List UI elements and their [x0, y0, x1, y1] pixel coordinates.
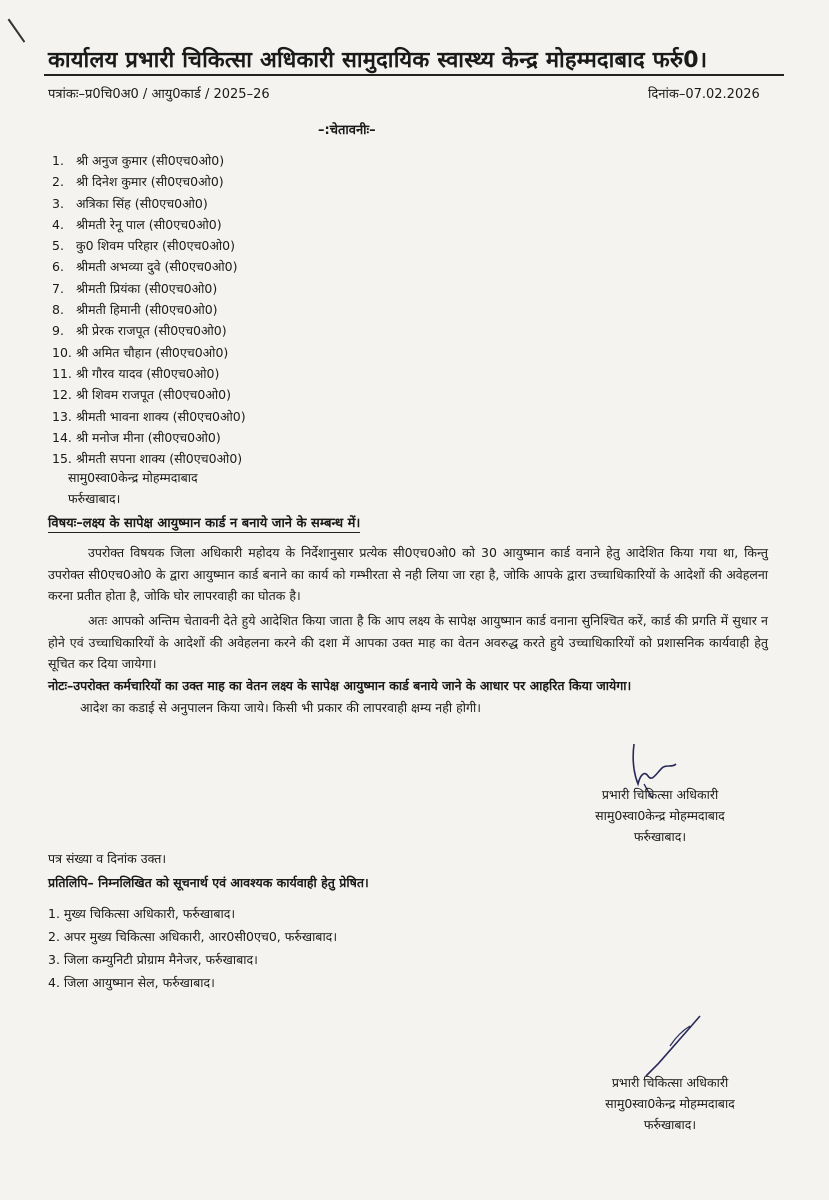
recipient-item: 3. अत्रिका सिंह (सी0एच0ओ0): [52, 195, 208, 211]
recipient-item: 7. श्रीमती प्रियंका (सी0एच0ओ0): [52, 280, 218, 296]
recipient-item: 13. श्रीमती भावना शाक्य (सी0एच0ओ0): [52, 408, 246, 424]
recipient-item: 1. श्री अनुज कुमार (सी0एच0ओ0): [52, 153, 225, 168]
signatory-district: फर्रुखाबाद।: [633, 829, 687, 844]
copy-item: 3. जिला कम्युनिटी प्रोग्राम मैनेजर, फर्रुखाबाद।: [48, 952, 258, 967]
copy-item: 1. मुख्य चिकित्सा अधिकारी, फर्रुखाबाद।: [48, 906, 236, 921]
recipient-item: 2. श्री दिनेश कुमार (सी0एच0ओ0): [52, 174, 224, 190]
letter-date: दिनांक–07.02.2026: [648, 87, 760, 102]
recipient-item: 4. श्रीमती रेनू पाल (सी0एच0ओ0): [52, 216, 222, 232]
recipient-list: [52, 150, 246, 469]
copy-heading: प्रतिलिपि– निम्नलिखित को सूचनार्थ एवं आवश्यक कार्यवाही हेतु प्रेषित।: [48, 875, 369, 890]
signatory-district: फर्रुखाबाद।: [643, 1117, 697, 1132]
note-line: नोटः–उपरोक्त कर्मचारियों का उक्त माह का वेतन लक्ष्य के सापेक्ष आयुष्मान कार्ड बनाये जाने के आधार पर आहरित किया जायेगा।: [48, 678, 632, 693]
copy-list: [48, 902, 337, 994]
recipient-item: 10. श्री अमित चौहान (सी0एच0ओ0): [52, 344, 229, 360]
recipient-item: 9. श्री प्रेरक राजपूत (सी0एच0ओ0): [52, 323, 227, 339]
address-line-2: फर्रुखाबाद।: [68, 491, 121, 506]
reference-number: पत्रांकः–प्र0चि0अ0 / आयु0कार्ड / 2025–26: [48, 87, 270, 102]
copy-item: 4. जिला आयुष्मान सेल, फर्रुखाबाद।: [48, 975, 215, 990]
copy-reference: पत्र संख्या व दिनांक उक्त।: [48, 851, 167, 866]
signatory-office: सामु0स्वा0केन्द्र मोहम्मदाबाद: [605, 1096, 735, 1111]
office-title: कार्यालय प्रभारी चिकित्सा अधिकारी सामुदायिक स्वास्थ्य केन्द्र मोहम्मदाबाद फर्रु0।: [48, 48, 708, 73]
recipient-item: 5. कु0 शिवम परिहार (सी0एच0ओ0): [52, 238, 235, 254]
recipient-item: 11. श्री गौरव यादव (सी0एच0ओ0): [52, 365, 220, 381]
address-line-1: सामु0स्वा0केन्द्र मोहम्मदाबाद: [68, 470, 198, 485]
title-underline: [44, 74, 784, 76]
signatory-title: प्रभारी चिकित्सा अधिकारी: [611, 1075, 729, 1090]
subject-line: विषयः–लक्ष्य के सापेक्ष आयुष्मान कार्ड न बनाये जाने के सम्बन्ध में।: [48, 513, 360, 533]
copy-item: 2. अपर मुख्य चिकित्सा अधिकारी, आर0सी0एच0, फर्रुखाबाद।: [48, 929, 338, 944]
recipient-item: 14. श्री मनोज मीना (सी0एच0ओ0): [52, 429, 221, 445]
closing-line: आदेश का कडाई से अनुपालन किया जाये। किसी भी प्रकार की लापरवाही क्षम्य नही होगी।: [80, 700, 481, 715]
body-paragraph-2: अतः आपको अन्तिम चेतावनी देते हुये आदेशित किया जाता है कि आप लक्ष्य के सापेक्ष आयुष्मान कार्ड वनाना सुनिश्चित करें, कार्ड की प्रगति में सुधार न होने एवं उच्चाधिकारियों के आदेशों की अवेहलना करने की दशा में आपका उक्त माह का वेतन अवरुद्ध करते हुये उच्चाधिकारियों को प्रशासनिक कार्यवाही हेतु सूचित कर दिया जायेगा।: [48, 613, 768, 671]
body-paragraph-1: उपरोक्त विषयक जिला अधिकारी महोदय के निर्देशानुसार प्रत्येक सी0एच0ओ0 को 30 आयुष्मान कार्ड वनाने हेतु आदेशित किया गया था, किन्तु उपरोक्त सी0एच0ओ0 के द्वारा आयुष्मान कार्ड बनाने का कार्य को गम्भीरता से नही लिया जा रहा है, जोकि आपके द्वारा उच्चाधिकारियों के आदेशों की अवेहलना करना प्रतीत होता है, जोकि घोर लापरवाही का घोतक है।: [48, 545, 768, 603]
signatory-office: सामु0स्वा0केन्द्र मोहम्मदाबाद: [595, 808, 725, 823]
corner-mark: [8, 9, 39, 42]
recipient-item: 12. श्री शिवम राजपूत (सी0एच0ओ0): [52, 387, 231, 403]
signature-block-1: [575, 784, 745, 847]
warning-heading: –:चेतावनीः–: [318, 123, 376, 138]
recipient-item: 8. श्रीमती हिमानी (सी0एच0ओ0): [52, 302, 218, 318]
recipient-item: 6. श्रीमती अभव्या दुवे (सी0एच0ओ0): [52, 259, 238, 275]
signature-block-2: [585, 1072, 755, 1135]
signatory-title: प्रभारी चिकित्सा अधिकारी: [601, 787, 719, 802]
recipient-item: 15. श्रीमती सपना शाक्य (सी0एच0ओ0): [52, 451, 243, 467]
